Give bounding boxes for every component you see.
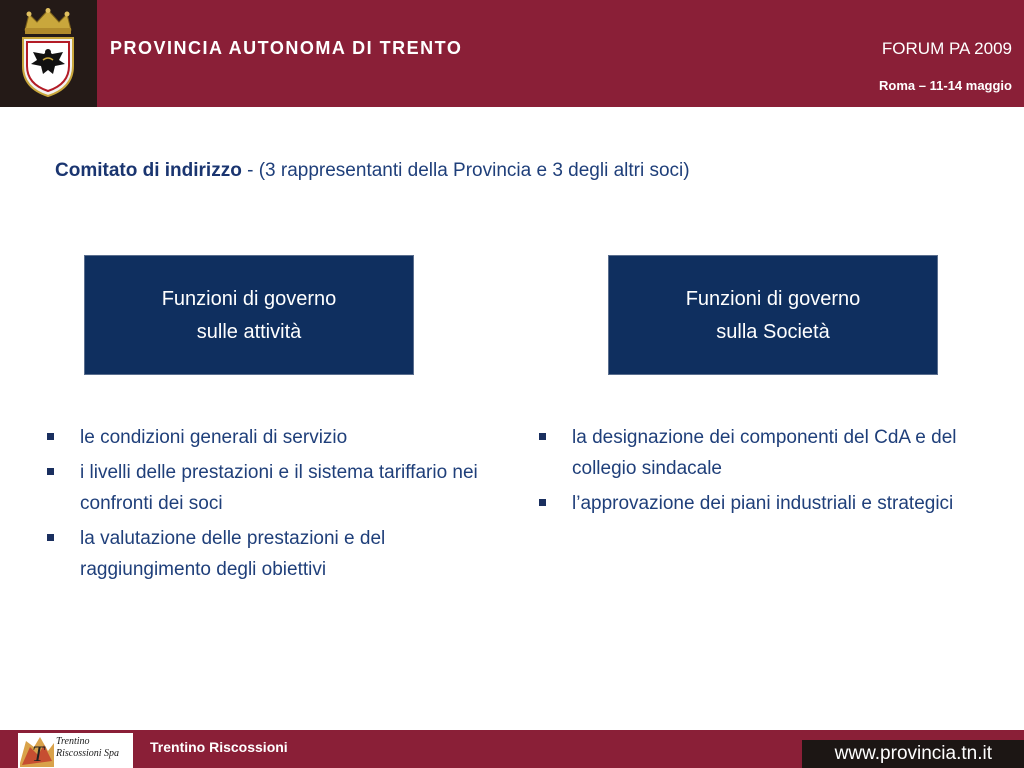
coat-of-arms-icon xyxy=(17,8,79,98)
list-item-text: l’approvazione dei piani industriali e strategici xyxy=(572,493,954,514)
list-item xyxy=(42,422,482,453)
left-bullet-list xyxy=(42,422,482,589)
logo-text xyxy=(56,736,119,760)
list-item xyxy=(534,422,1014,484)
bullet-square-icon xyxy=(539,433,546,440)
list-item-text: la designazione dei componenti del CdA e del collegio sindacale xyxy=(572,427,957,479)
crest-panel xyxy=(0,0,97,107)
org-name: PROVINCIA AUTONOMA DI TRENTO xyxy=(110,38,463,58)
heading-rest: - (3 rappresentanti della Provincia e 3 degli altri soci) xyxy=(241,160,690,181)
footer-company-name: Trentino Riscossioni xyxy=(150,739,288,755)
list-item xyxy=(534,488,1014,519)
website-link[interactable]: www.provincia.tn.it xyxy=(834,743,992,764)
list-item-text: la valutazione delle prestazioni e del raggiungimento degli obiettivi xyxy=(80,528,386,580)
list-item-text: i livelli delle prestazioni e il sistema tariffario nei confronti dei soci xyxy=(80,462,478,514)
box-governance-activities xyxy=(84,255,414,375)
box-line-2: sulle attività xyxy=(196,321,302,343)
list-item xyxy=(42,523,482,585)
bullet-square-icon xyxy=(47,468,54,475)
company-logo xyxy=(18,733,133,768)
header-bar xyxy=(0,0,1024,107)
event-date: Roma – 11-14 maggio xyxy=(879,78,1012,93)
list-item-text: le condizioni generali di servizio xyxy=(80,427,348,448)
svg-text:T: T xyxy=(32,741,45,766)
box-line-1: Funzioni di governo xyxy=(161,288,337,310)
footer-bar xyxy=(0,730,1024,768)
list-item xyxy=(42,457,482,519)
logo-text-line-2: Riscossioni Spa xyxy=(56,748,120,759)
box-governance-company xyxy=(608,255,938,375)
box-line-2: sulla Società xyxy=(716,321,830,343)
footer-url-panel xyxy=(802,740,1024,768)
logo-text-line-1: Trentino xyxy=(56,736,90,747)
right-bullet-list xyxy=(534,422,1014,523)
bullet-square-icon xyxy=(47,433,54,440)
box-line-1: Funzioni di governo xyxy=(685,288,861,310)
slide-heading xyxy=(55,160,690,182)
event-title: FORUM PA 2009 xyxy=(881,39,1012,58)
logo-mark-icon xyxy=(18,733,58,768)
heading-bold: Comitato di indirizzo xyxy=(55,160,242,181)
bullet-square-icon xyxy=(47,534,54,541)
bullet-square-icon xyxy=(539,499,546,506)
